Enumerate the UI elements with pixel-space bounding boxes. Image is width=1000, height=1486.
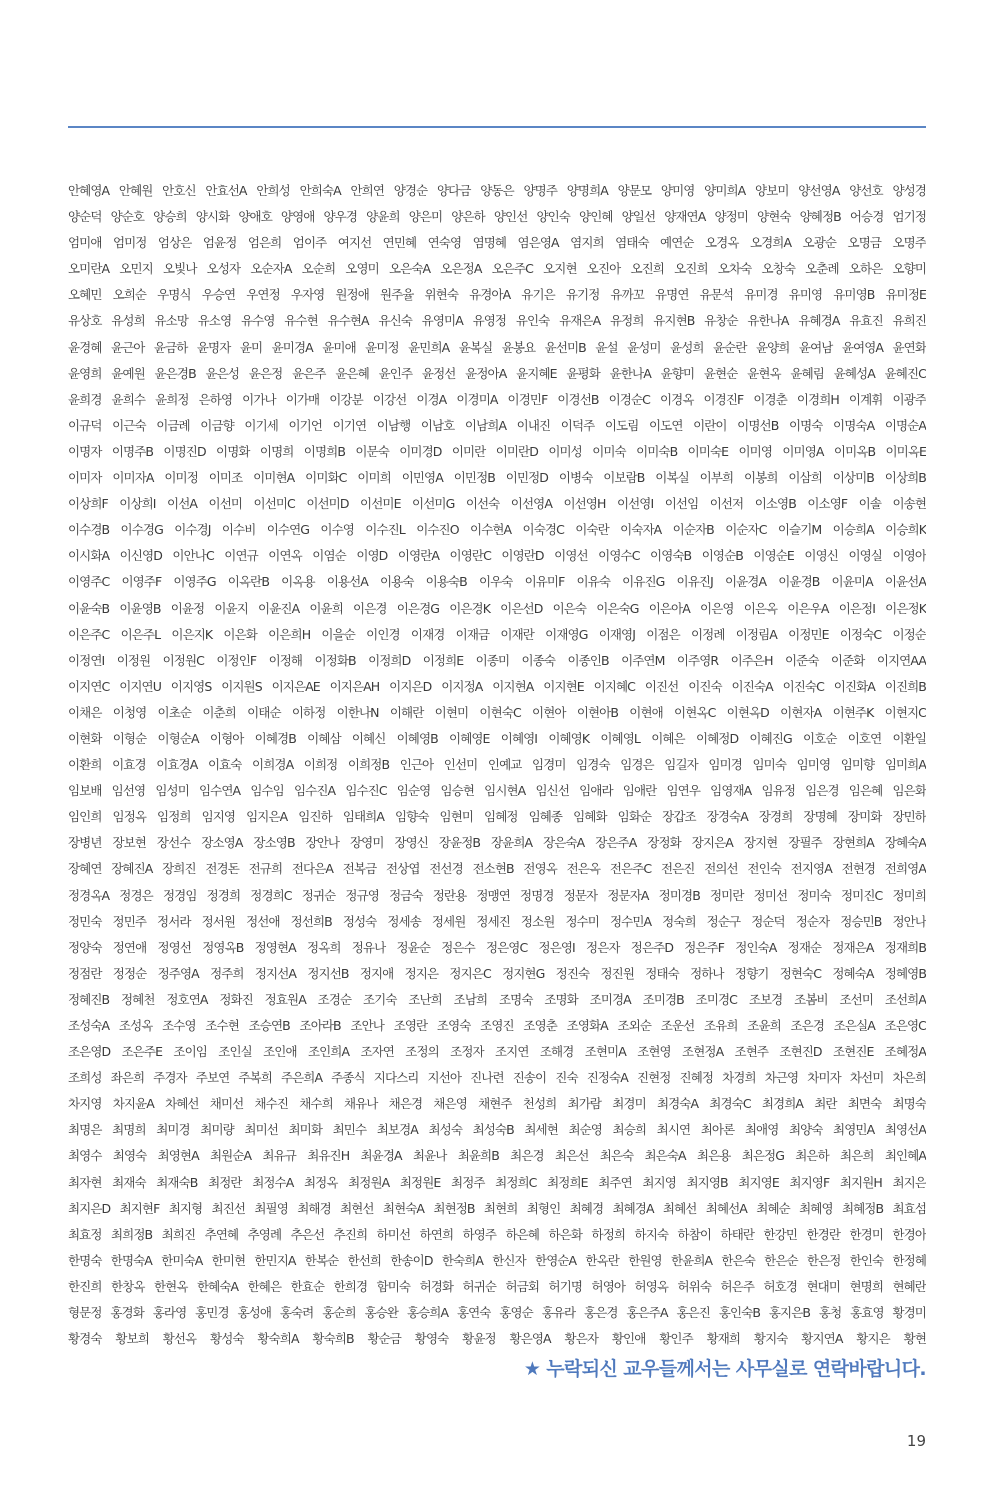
name-line: 조은영D 조은주E 조이임 조인실 조인애 조인희A 조자연 조정의 조정자 조지연 조해경 조현미A 조현영 조현정A 조현주 조현진D 조현진E 조혜정A [68,1044,926,1060]
name-line: 한명숙 한명숙A 한미숙A 한미현 한민지A 한복순 한선희 한송이D 한숙희A 한신자 한영순A 한옥란 한원영 한윤희A 한은숙 한은순 한은정 한인숙 한정혜 [68,1252,926,1268]
notice-text: 누락되신 교우들께서는 사무실로 연락바랍니다. [546,1358,926,1380]
name-line: 조희성 좌은희 주경자 주보연 주복희 주은희A 주종식 지다스리 지선아 진나련 진송이 진숙 진정숙A 진현정 진혜정 차경희 차근영 차미자 차선미 차은희 [68,1070,926,1086]
name-line: 오미란A 오민지 오빛나 오성자 오순자A 오순희 오영미 오은숙A 오은정A 오은주C 오지현 오진아 오진희 오진희 오차숙 오창숙 오춘례 오하은 오향미 [68,261,926,277]
name-line: 임보배 임선영 임성미 임수연A 임수임 임수진A 임수진C 임순영 임승현 임시현A 임신선 임애라 임애란 임연우 임영재A 임유정 임은경 임은혜 임은화 [68,783,926,799]
page-number: 19 [906,1432,926,1450]
name-line: 장병년 장보현 장선수 장소영A 장소영B 장안나 장영미 장영신 장윤정B 장윤희A 장은숙A 장은주A 장정화 장지은A 장지현 장필주 장현희A 장혜숙A [68,835,926,851]
name-line: 조성숙A 조성옥 조수영 조수현 조승연B 조아라B 조안나 조영란 조영숙 조영진 조영춘 조영화A 조외순 조운선 조유희 조윤희 조은경 조은실A 조은영C [68,1018,926,1033]
name-line: 윤경혜 윤근아 윤금하 윤명자 윤미 윤미경A 윤미애 윤미정 윤민희A 윤복실 윤봉요 윤선미B 윤설 윤성미 윤성희 윤순란 윤양희 윤여남 윤여영A 윤연화 [68,339,926,355]
name-line: 윤희경 윤희수 윤희정 은하영 이가나 이가매 이강분 이강선 이경A 이경미A 이경민F 이경선B 이경순C 이경옥 이경진F 이경춘 이경희H 이계휘 이광주 [68,391,926,407]
name-line: 유상호 유성희 유소망 유소영 유수영 유수현 유수현A 유신숙 유영미A 유영정 유인숙 유재은A 유정희 유지현B 유창순 유한나A 유혜경A 유효진 유희진 [68,313,926,329]
member-name-list [68,178,926,1352]
name-line: 이현화 이형순 이형순A 이형아 이혜경B 이혜삼 이혜신 이혜영B 이혜영E 이혜영I 이혜영K 이혜영L 이혜은 이혜정D 이혜진G 이호순 이호연 이환일 [68,730,926,746]
name-line: 최자현 최재숙 최재숙B 최정란 최정수A 최정옥 최정원A 최정원E 최정주 최정희C 최정희E 최주연 최지영 최지영B 최지영E 최지영F 최지원H 최지은 [68,1174,926,1190]
name-line: 이은주C 이은주L 이은지K 이은화 이은희H 이을순 이인경 이재경 이재금 이재란 이재영G 이재영J 이점은 이정례 이정림A 이정민E 이정숙C 이정순 [68,626,926,642]
name-line: 이지연C 이지연U 이지영S 이지원S 이지은AE 이지은AH 이지은D 이지정A 이지현A 이지현E 이지혜C 이진선 이진숙 이진숙A 이진숙C 이진화A 이진희B [68,678,926,694]
name-line: 안혜영A 안혜원 안호신 안효선A 안희성 안희숙A 안희연 양경순 양다금 양동은 양명주 양명희A 양문모 양미영 양미희A 양보미 양선영A 양선호 양성경 [68,183,926,198]
name-line: 정점란 정정순 정주영A 정주희 정지선A 정지선B 정지애 정지은 정지은C 정지현G 정진숙 정진원 정태숙 정하나 정향기 정현숙C 정혜숙A 정혜영B [68,965,926,981]
star-icon: ★ [523,1358,541,1380]
name-line: 이시화A 이신영D 이안나C 이연규 이연옥 이염순 이영D 이영란A 이영란C 이영란D 이영선 이영수C 이영숙B 이영순B 이영순E 이영신 이영실 이영아 [68,548,926,564]
name-line: 이윤숙B 이윤영B 이윤정 이윤지 이윤진A 이윤희 이은경 이은경G 이은경K 이은선D 이은숙 이은숙G 이은아A 이은영 이은옥 이은우A 이은정I 이은정K [68,600,926,616]
name-line: 윤영희 윤예원 윤은경B 윤은성 윤은정 윤은주 윤은혜 윤인주 윤정선 윤정아A 윤지혜E 윤평화 윤한나A 윤향미 윤현순 윤현옥 윤혜림 윤혜성A 윤혜진C [68,365,926,381]
name-line: 최지은D 최지현F 최지형 최진선 최필영 최해경 최현선 최현숙A 최현정B 최현희 최형인 최혜경 최혜경A 최혜선 최혜선A 최혜순 최혜영 최혜정B 최효섬 [68,1200,926,1216]
name-line: 이명자 이명주B 이명진D 이명화 이명희 이명희B 이문숙 이미경D 이미란 이미란D 이미성 이미숙 이미숙B 이미숙E 이미영 이미영A 이미옥B 이미옥E [68,443,926,459]
name-line: 이상희F 이상희I 이선A 이선미 이선미C 이선미D 이선미E 이선미G 이선숙 이선영A 이선영H 이선영I 이선임 이선저 이소영B 이소영F 이솔 이송현 [68,496,926,512]
name-line: 이환희 이효경 이효경A 이효숙 이희경A 이희정 이희정B 인근아 인선미 인예교 임경미 임경숙 임경은 임길자 임미경 임미숙 임미영 임미향 임미희A [68,757,926,773]
name-line: 한진희 한창옥 한현옥 한혜숙A 한혜은 한효순 한희경 함미숙 허경화 허귀순 허금회 허기명 허영아 허영옥 허위숙 허은주 허호경 현대미 현명희 현혜란 [68,1278,926,1294]
missing-members-notice [524,1354,926,1381]
name-line: 최영수 최영숙 최영현A 최원순A 최유규 최유진H 최윤경A 최윤나 최윤희B 최은경 최은선 최은숙 최은숙A 최은용 최은정G 최은하 최은희 최인혜A [68,1148,926,1164]
name-line: 이수경B 이수경G 이수경J 이수비 이수연G 이수영 이수진L 이수진O 이수현A 이숙경C 이숙란 이숙자A 이순자B 이순자C 이슬기M 이승희A 이승희K [68,522,926,538]
name-line: 엄미애 엄미정 엄상은 엄윤정 엄은희 엄이주 여지선 연민혜 연숙영 염명혜 염은영A 염지희 염태숙 예연순 오경옥 오경희A 오광순 오명금 오명주 [68,235,926,251]
name-line: 이정연I 이정원 이정원C 이정인F 이정해 이정화B 이정희D 이정희E 이종미 이종숙 이종인B 이주연M 이주영R 이주은H 이준숙 이준화 이지연AA [68,652,926,668]
name-line: 정민숙 정민주 정서라 정서원 정선애 정선희B 정성숙 정세송 정세원 정세진 정소원 정수미 정수민A 정숙희 정순구 정순덕 정순자 정승민B 정안나 [68,913,926,929]
name-line: 이채은 이청영 이초순 이춘희 이태순 이하정 이한나N 이해란 이현미 이현숙C 이현아 이현아B 이현애 이현옥C 이현옥D 이현자A 이현주K 이현지C [68,704,926,720]
name-line: 오혜민 오희순 우명식 우승연 우연정 우자영 원정애 원주율 위현숙 유경아A 유기은 유기정 유까꼬 유명연 유문석 유미경 유미영 유미영B 유미정E [68,287,926,303]
header-divider [68,126,926,128]
name-line: 이영주C 이영주F 이영주G 이옥란B 이옥용 이용선A 이용숙 이용숙B 이우숙 이유미F 이유숙 이유진G 이유진J 이윤경A 이윤경B 이윤미A 이윤선A [68,574,926,590]
name-line: 최명은 최명희 최미경 최미량 최미선 최미화 최민수 최보경A 최성숙 최성숙B 최세현 최순영 최승희 최시연 최아론 최애영 최양숙 최영민A 최영선A [68,1122,926,1138]
name-line: 최효정 최희정B 최희진 추연혜 추영례 추은선 추진희 하미선 하연희 하영주 하은혜 하은화 하정희 하지숙 하참이 하태란 한강민 한경란 한경미 한경아 [68,1226,926,1242]
name-line: 형문정 홍경화 홍라영 홍민경 홍성애 홍숙려 홍순희 홍승완 홍승희A 홍연숙 홍영순 홍유라 홍은경 홍은주A 홍은진 홍인숙B 홍지은B 홍청 홍효영 황경미 [68,1305,926,1321]
name-line: 양순덕 양순호 양승희 양시화 양애호 양영애 양우경 양윤희 양은미 양은하 양인선 양인숙 양인혜 양일선 양재연A 양정미 양현숙 양혜정B 어승경 엄기정 [68,209,926,225]
name-line: 임인희 임정옥 임정희 임지영 임지은A 임진하 임태희A 임향숙 임현미 임혜정 임혜종 임혜화 임화순 장갑조 장경숙A 장경희 장명혜 장미화 장민하 [68,809,926,825]
name-line: 정경옥A 정경은 정경임 정경희 정경희C 정귀순 정규영 정금숙 정란용 정맹연 정명경 정문자 정문자A 정미경B 정미란 정미선 정미숙 정미진C 정미희 [68,887,926,903]
name-line: 정혜진B 정혜천 정호연A 정화진 정효원A 조경순 조기숙 조난희 조남희 조명숙 조명화 조미경A 조미경B 조미경C 조보경 조봄비 조선미 조선희A [68,991,926,1007]
name-line: 장혜연 장혜진A 장희진 전경돈 전규희 전다은A 전복금 전상엽 전선경 전소현B 전영옥 전은옥 전은주C 전은진 전의선 전인숙 전지영A 전현경 전희영A [68,861,926,877]
name-line: 차지영 차지윤A 차혜선 채미선 채수진 채수희 채유나 채은경 채은영 채현주 천성희 최가람 최경미 최경숙A 최경숙C 최경희A 최란 최면숙 최명숙 [68,1096,926,1112]
name-line: 정양숙 정연애 정영선 정영옥B 정영현A 정옥희 정유나 정윤순 정은수 정은영C 정은영I 정은자 정은주D 정은주F 정인숙A 정재순 정재은A 정재희B [68,939,926,955]
name-line: 황경숙 황보희 황선옥 황성숙 황숙희A 황숙희B 황순금 황영숙 황윤정 황은영A 황은자 황인애 황인주 황재희 황지숙 황지연A 황지은 황현 [68,1331,926,1347]
name-line: 이규덕 이근숙 이금례 이금향 이기세 이기언 이기연 이남행 이남호 이남희A 이내진 이덕주 이도림 이도연 이란이 이명선B 이명숙 이명숙A 이명순A [68,417,926,433]
name-line: 이미자 이미자A 이미정 이미조 이미현A 이미화C 이미희 이민영A 이민정B 이민정D 이병숙 이보람B 이복실 이부희 이봉희 이삼희 이상미B 이상희B [68,470,926,486]
